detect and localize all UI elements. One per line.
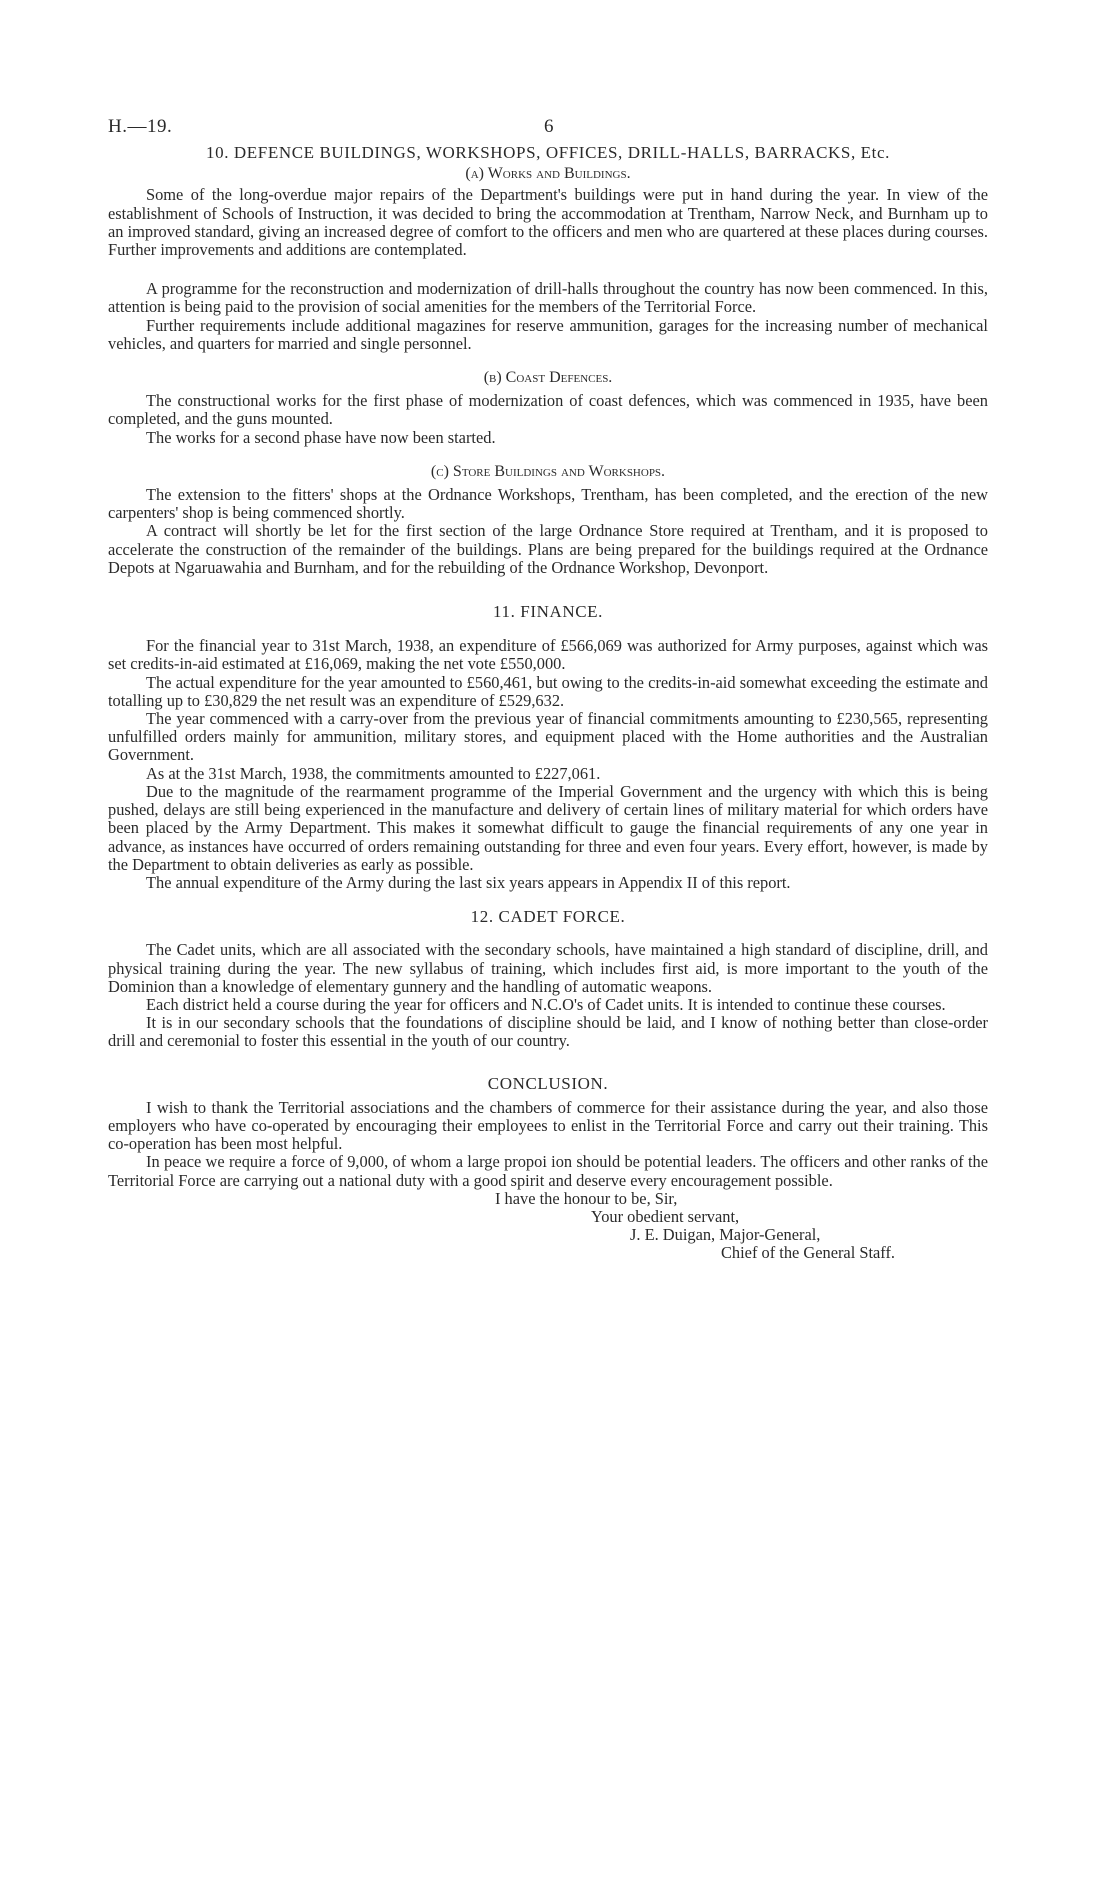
paragraph: Further requirements include additional magazines for reserve ammunition, garages for the increasing number of mechanical vehicles, and quarters for married and single personnel. xyxy=(108,315,988,353)
paragraph: In peace we require a force of 9,000, of whom a large propoi ion should be potential leaders. The officers and other ranks of the Territorial Force are carrying out a national duty with a good spirit and deserve every encouragement possible. xyxy=(108,1152,988,1190)
paragraph: Each district held a course during the year for officers and N.C.O's of Cadet units. It is intended to continue these courses. xyxy=(146,994,946,1014)
paragraph: A programme for the reconstruction and modernization of drill-halls throughout the country has now been commenced. In this, attention is being paid to the provision of social amenities for the members of the Territorial Force. xyxy=(108,279,988,317)
paragraph: Due to the magnitude of the rearmament programme of the Imperial Government and the urgency with which this is being pushed, delays are still being experienced in the manufacture and delivery of certain lines of military material for which orders have been placed by the Army Department. This makes it somewhat difficult to gauge the financial requirements of any one year in advance, as instances have occurred of orders remaining outstanding for three and even four years. Every effort, however, is made by the Department to obtain deliveries as early as possible. xyxy=(108,781,988,874)
paragraph: As at the 31st March, 1938, the commitments amounted to £227,061. xyxy=(146,763,601,783)
page-number: 6 xyxy=(544,116,554,137)
paragraph: A contract will shortly be let for the first section of the large Ordnance Store required at Trentham, and it is proposed to accelerate the construction of the remainder of the buildings. Plans are being prepared for the buildings required at the Ordnance Depots at Ngaruawahia and Burnham, and for the rebuilding of the Ordnance Workshop, Devonport. xyxy=(108,521,988,577)
paragraph: The works for a second phase have now been started. xyxy=(146,427,496,447)
paragraph: The constructional works for the first phase of modernization of coast defences, which was commenced in 1935, have been completed, and the guns mounted. xyxy=(108,391,988,429)
paragraph: The actual expenditure for the year amounted to £560,461, but owing to the credits-in-aid somewhat exceeding the estimate and totalling up to £30,829 the net result was an expenditure of £529,632. xyxy=(108,672,988,710)
signatory-name: J. E. Duigan, Major-General, xyxy=(630,1225,821,1245)
closing-line: Your obedient servant, xyxy=(591,1206,740,1226)
closing-line: I have the honour to be, Sir, xyxy=(495,1188,678,1208)
paragraph: The Cadet units, which are all associated with the secondary schools, have maintained a high standard of discipline, drill, and physical training during the year. The new syllabus of training, which includes first aid, is more important to the youth of the Dominion than a knowledge of elementary gunnery and the handling of automatic weapons. xyxy=(108,940,988,996)
section-10c-heading: (c) Store Buildings and Workshops. xyxy=(430,462,666,480)
paragraph: Some of the long-overdue major repairs of the Department's buildings were put in hand during the year. In view of the establishment of Schools of Instruction, it was decided to bring the accommodation at Trentham, Narrow Neck, and Burnham up to an improved standard, giving an increased degree of comfort to the officers and men who are quartered at these places during courses. Further improvements and additions are contemplated. xyxy=(108,185,988,260)
section-12-heading: 12. CADET FORCE. xyxy=(470,907,626,927)
running-header xyxy=(108,118,988,144)
conclusion-heading: CONCLUSION. xyxy=(487,1073,609,1093)
section-10b-heading: (b) Coast Defences. xyxy=(483,369,613,387)
paragraph: The annual expenditure of the Army during the last six years appears in Appendix II of this report. xyxy=(146,872,791,892)
signatory-title: Chief of the General Staff. xyxy=(721,1243,896,1263)
paragraph: For the financial year to 31st March, 1938, an expenditure of £566,069 was authorized for Army purposes, against which was set credits-in-aid estimated at £16,069, making the net vote £550,000. xyxy=(108,636,988,674)
section-11-heading: 11. FINANCE. xyxy=(493,602,603,622)
paragraph: It is in our secondary schools that the foundations of discipline should be laid, and I know of nothing better than close-order drill and ceremonial to foster this essential in the youth of our country. xyxy=(108,1013,988,1051)
paragraph: I wish to thank the Territorial associations and the chambers of commerce for their assistance during the year, and also those employers who have co-operated by encouraging their employees to enlist in the Territorial Force and carry out their training. This co-operation has been most helpful. xyxy=(108,1097,988,1154)
section-10-heading: 10. DEFENCE BUILDINGS, WORKSHOPS, OFFICES, DRILL-HALLS, BARRACKS, Etc. xyxy=(206,143,890,162)
signature-block xyxy=(108,1190,988,1263)
document-reference: H.—19. xyxy=(108,116,173,137)
section-10a-heading: (a) Works and Buildings. xyxy=(465,165,631,183)
paragraph: The extension to the fitters' shops at the Ordnance Workshops, Trentham, has been completed, and the erection of the new carpenters' shop is being commenced shortly. xyxy=(108,485,988,523)
paragraph: The year commenced with a carry-over from the previous year of financial commitments amounting to £230,565, representing unfulfilled orders mainly for ammunition, military stores, and equipment placed with the Home authorities and the Australian Government. xyxy=(108,709,988,765)
document-page xyxy=(108,118,988,1263)
